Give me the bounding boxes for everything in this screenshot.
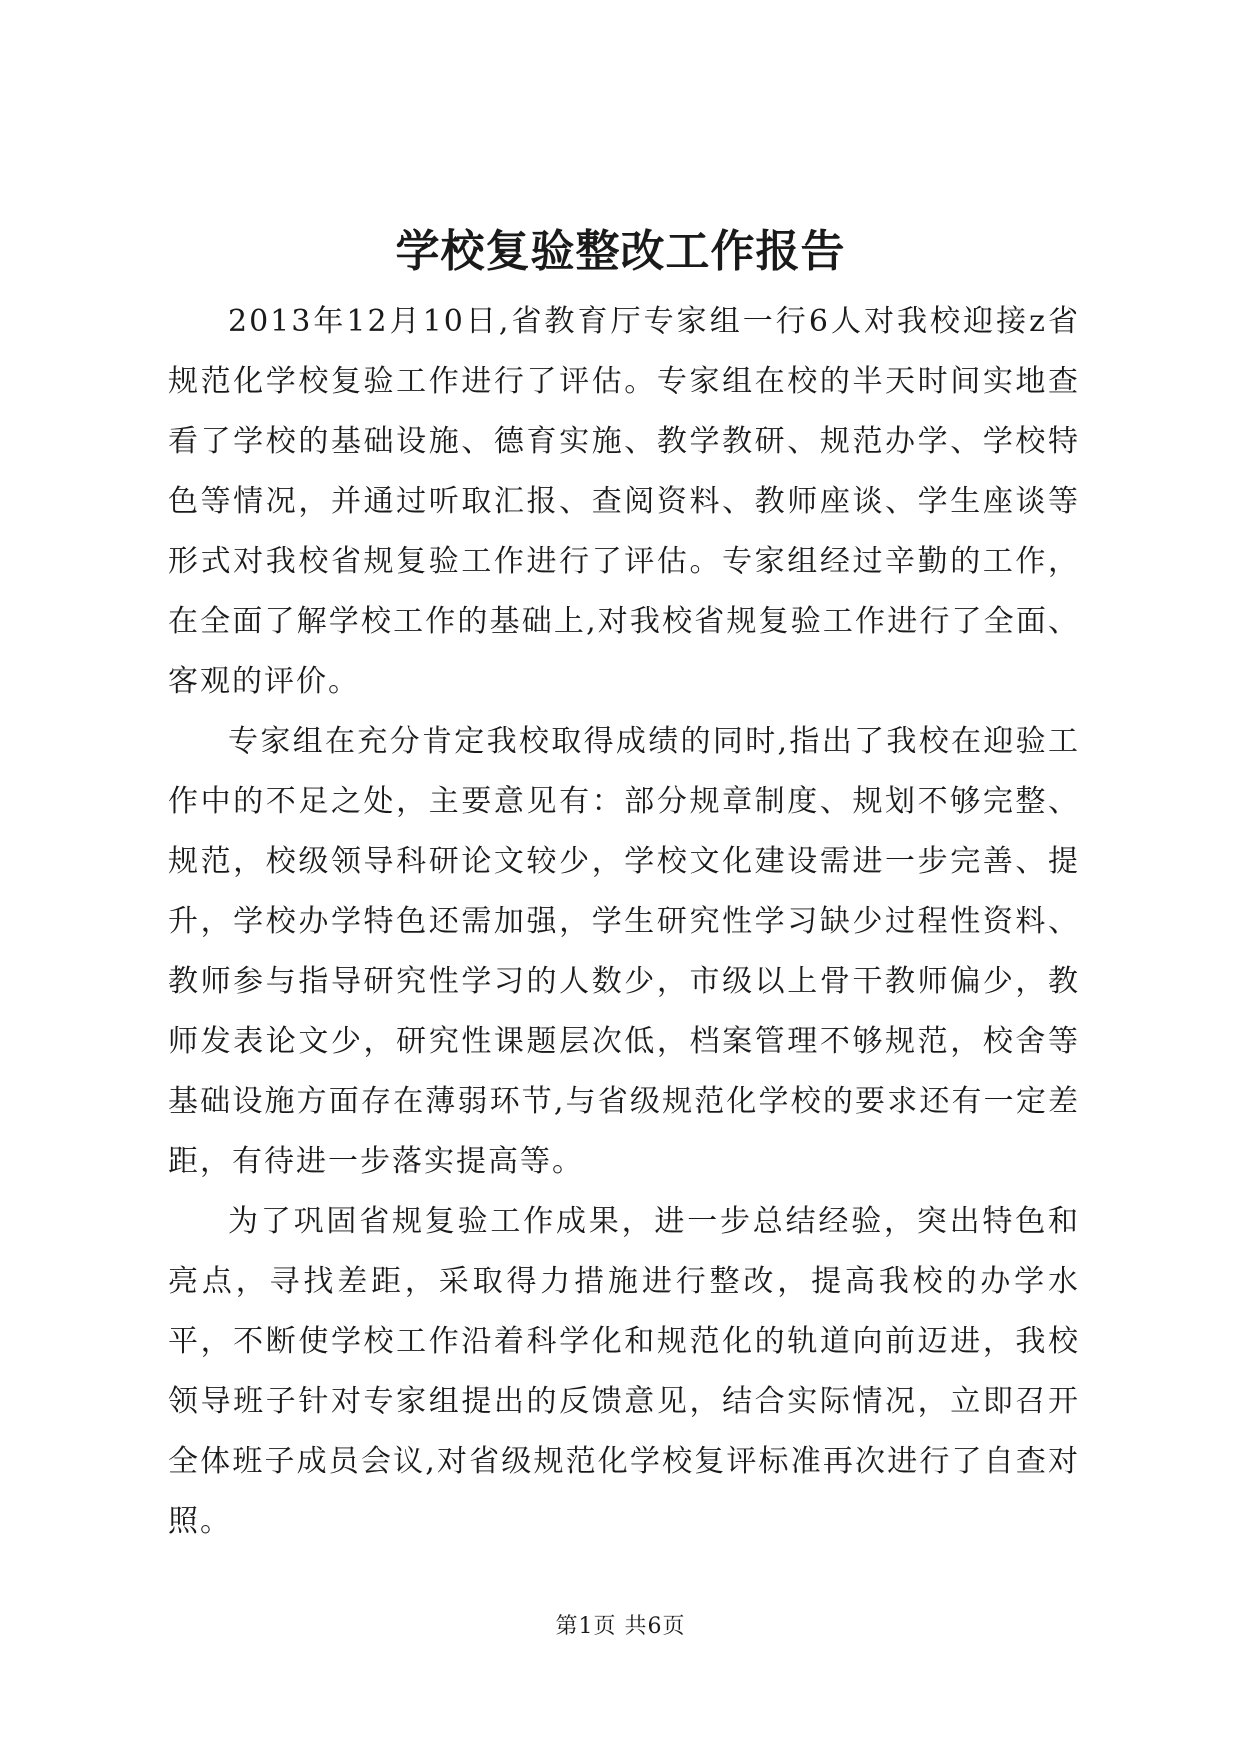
paragraph-3: 为了巩固省规复验工作成果，进一步总结经验，突出特色和亮点，寻找差距，采取得力措施进行整改，提高我校的办学水平，不断使学校工作沿着科学化和规范化的轨道向前迈进，我校领导班子针对专家组提出的反馈意见，结合实际情况，立即召开全体班子成员会议,对省级规范化学校复评标准再次进行了自查对照。	[168, 1204, 1080, 1539]
page-title: 学校复验整改工作报告	[395, 226, 846, 277]
document-body	[168, 292, 1080, 1552]
paragraph-1: 2013年12月10日,省教育厅专家组一行6人对我校迎接z省规范化学校复验工作进行了评估。专家组在校的半天时间实地查看了学校的基础设施、德育实施、教学教研、规范办学、学校特色等情况，并通过听取汇报、查阅资料、教师座谈、学生座谈等形式对我校省规复验工作进行了评估。专家组经过辛勤的工作，在全面了解学校工作的基础上,对我校省规复验工作进行了全面、客观的评价。	[168, 304, 1080, 699]
paragraph-2: 专家组在充分肯定我校取得成绩的同时,指出了我校在迎验工作中的不足之处，主要意见有：部分规章制度、规划不够完整、规范，校级领导科研论文较少，学校文化建设需进一步完善、提升，学校办学特色还需加强，学生研究性学习缺少过程性资料、教师参与指导研究性学习的人数少，市级以上骨干教师偏少，教师发表论文少，研究性课题层次低，档案管理不够规范，校舍等基础设施方面存在薄弱环节,与省级规范化学校的要求还有一定差距，有待进一步落实提高等。	[168, 724, 1080, 1179]
page-number-footer: 第1页 共6页	[555, 1614, 686, 1639]
